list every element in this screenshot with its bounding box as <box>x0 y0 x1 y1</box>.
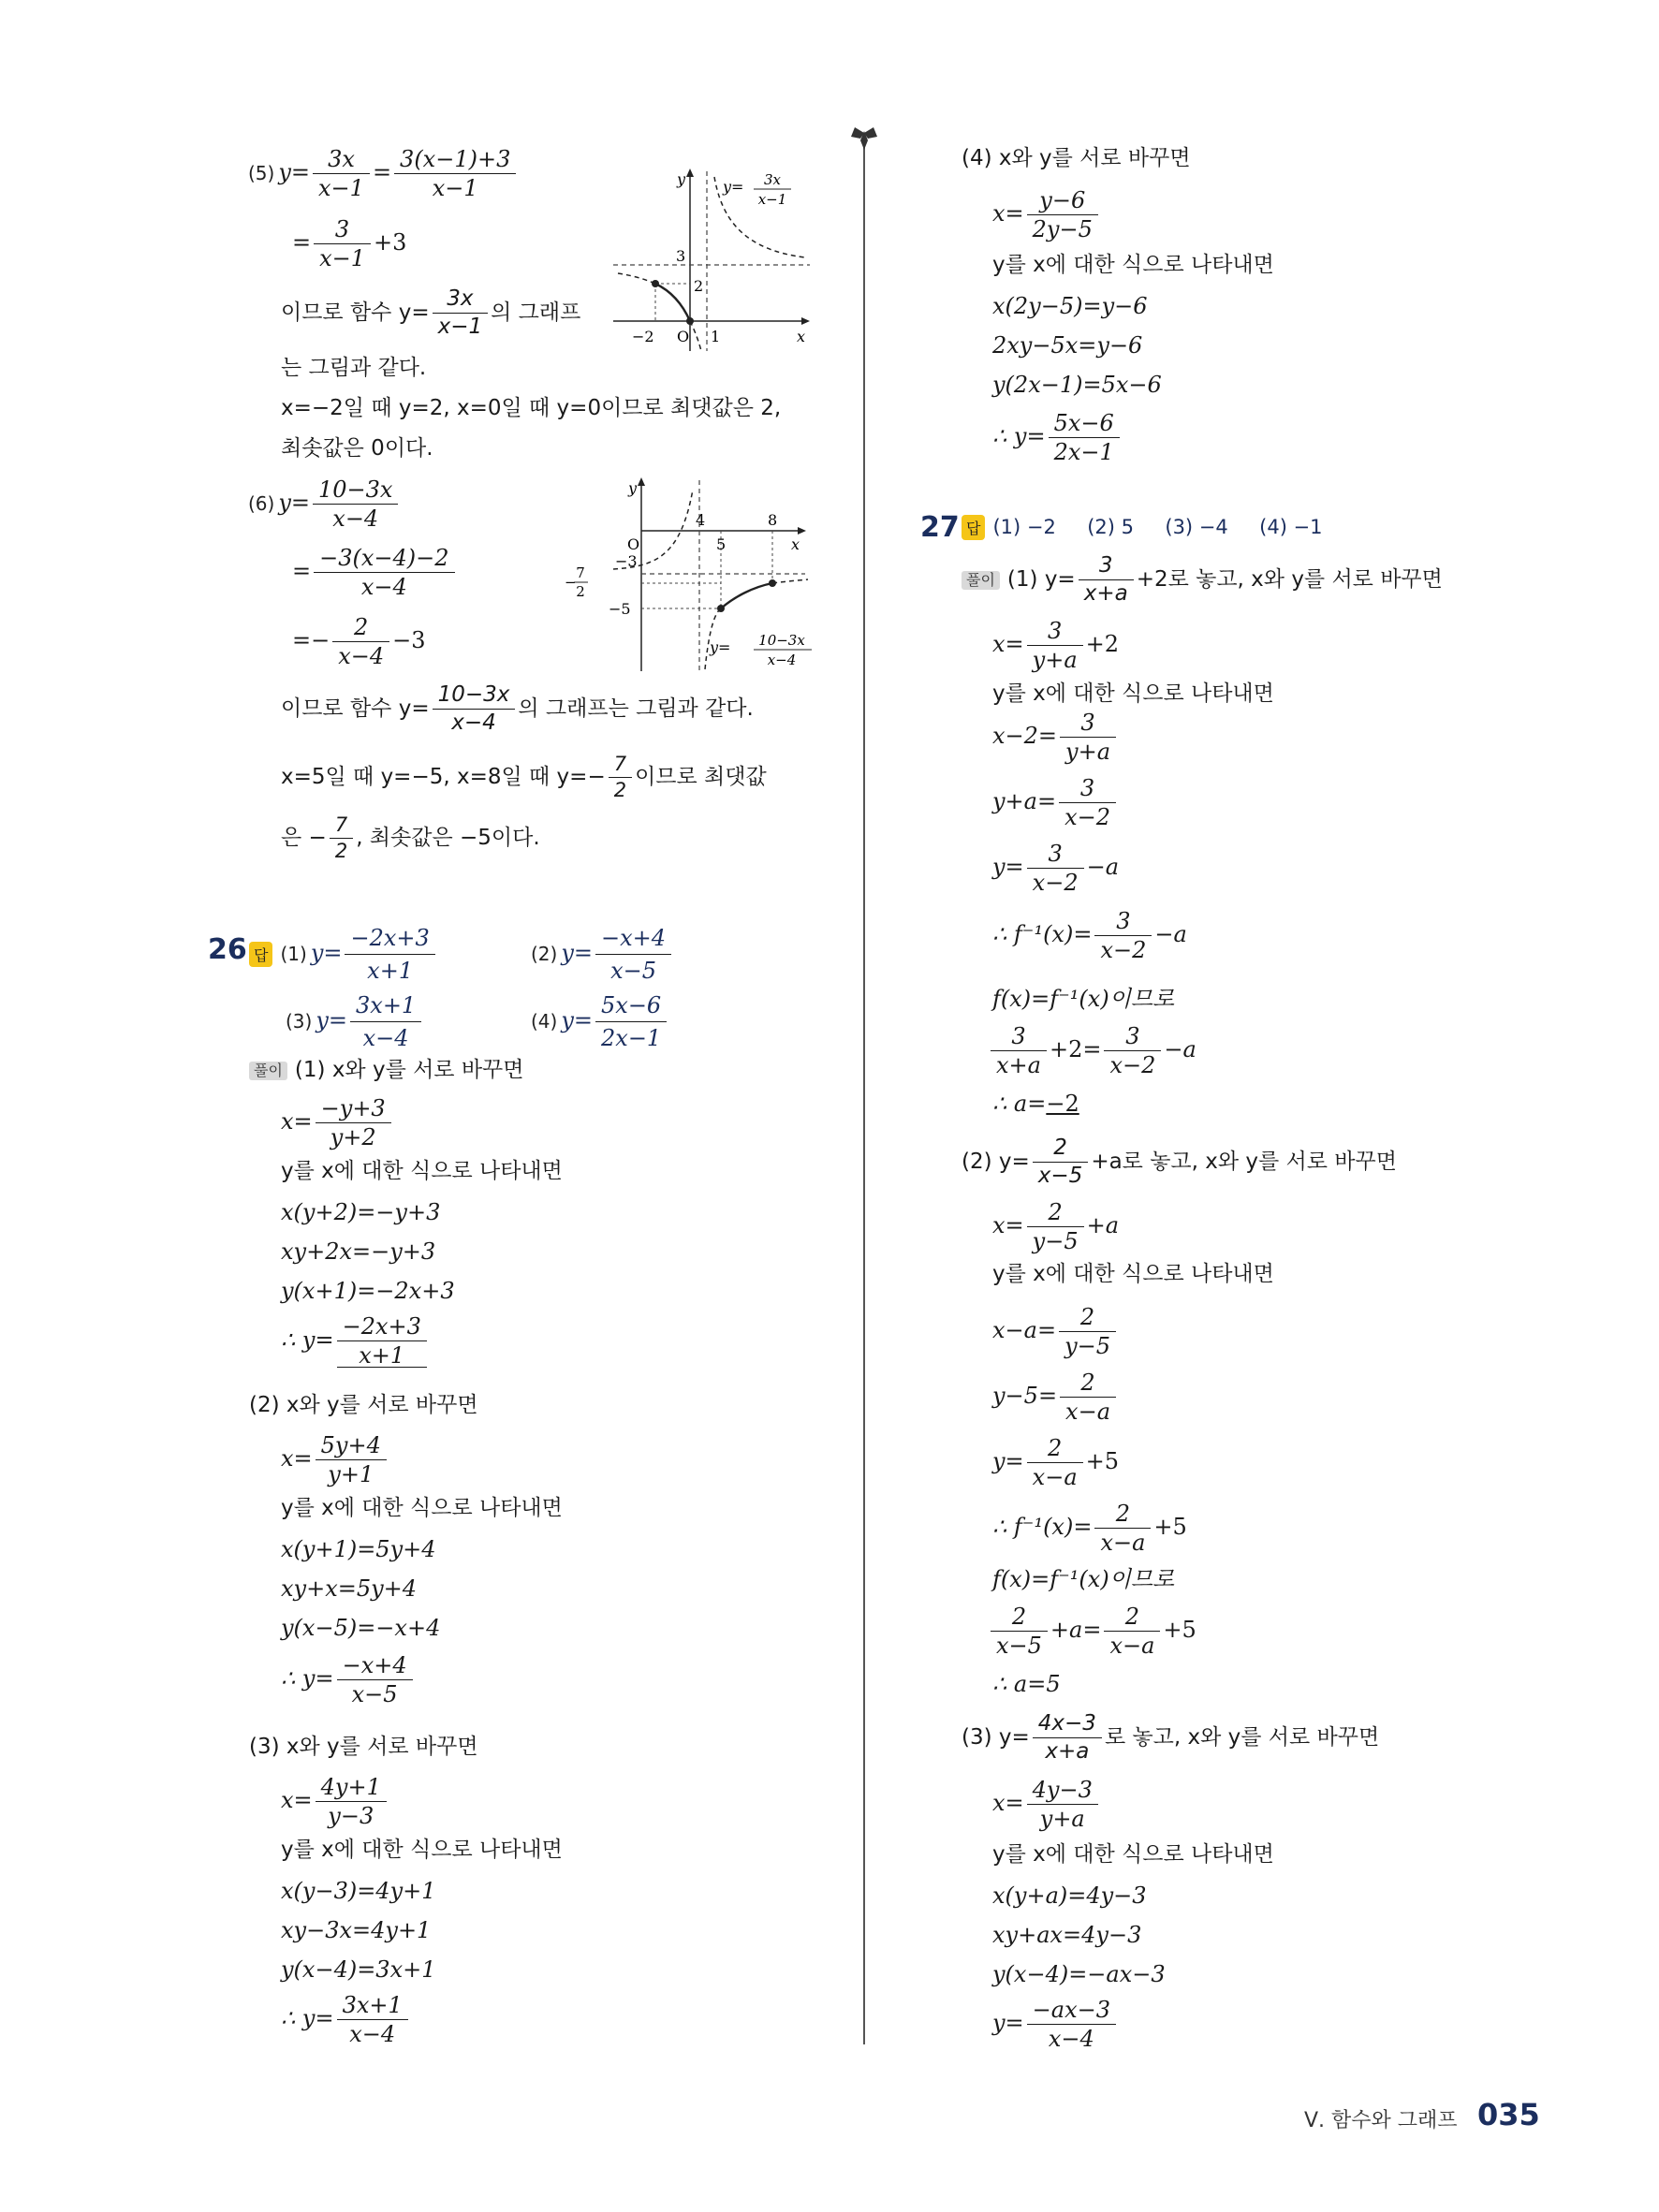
q26-s2-head: (2) x와 y를 서로 바꾸면 <box>249 1393 478 1417</box>
x-axis-arrow-icon <box>798 527 806 535</box>
p5-line3: 이므로 함수 y= $\frac{3x}{x-1}$ 의 그래프 <box>281 286 581 339</box>
fraction: $\frac{3x}{x-1}$ <box>313 148 370 199</box>
graph-p5 <box>613 164 815 356</box>
tick-label: −5 <box>609 600 631 618</box>
q26-s1-head: 풀이 (1) x와 y를 서로 바꾸면 <box>249 1060 524 1081</box>
fraction: $\frac{3}{x+a}$ <box>991 1025 1047 1077</box>
q26-s1-l3: x(y+2)=−y+3 <box>281 1199 441 1225</box>
q26-s4-l4: 2xy−5x=y−6 <box>992 332 1143 359</box>
fraction: $\frac{-2x+3}{x+1}$ <box>337 1315 427 1368</box>
q26-s1-l1: x= $\frac{-y+3}{y+2}$ <box>281 1097 394 1149</box>
problem-number-26: 26 <box>208 933 247 966</box>
q27-s2-head: (2) y= $\frac{2}{x-5}$ +a로 놓고, x와 y를 서로 바꾸면 <box>962 1135 1397 1188</box>
fraction: $\frac{3x+1}{x-4}$ <box>337 1994 408 2045</box>
fraction: $\frac{-2x+3}{x+1}$ <box>345 925 434 984</box>
q26-s4-l1: x= $\frac{y-6}{2y-5}$ <box>992 189 1101 241</box>
graph-function-label: x−1 <box>757 191 787 208</box>
q27-s1-head: 풀이 (1) y= $\frac{3}{x+a}$ +2로 놓고, x와 y를 서로 바꾸면 <box>962 555 1443 605</box>
fraction: $\frac{3}{x-2}$ <box>1094 910 1152 961</box>
fraction: $\frac{3}{x-2}$ <box>1059 777 1116 828</box>
fraction: $\frac{10-3x}{x-4}$ <box>313 478 398 530</box>
tick-label: 2 <box>694 277 704 295</box>
p5-line2: = $\frac{3}{x-1}$ +3 <box>292 216 407 271</box>
q26-s4-head: (4) x와 y를 서로 바꾸면 <box>962 146 1191 170</box>
graph-y-label: y <box>677 170 686 188</box>
q27-s1-l1: x= $\frac{3}{y+a}$ +2 <box>992 618 1120 673</box>
q27-s1-l4: y+a= $\frac{3}{x-2}$ <box>992 777 1119 828</box>
fraction: $\frac{3}{y+a}$ <box>1027 620 1083 671</box>
q27-s2-l5: y= $\frac{2}{x-a}$ +5 <box>992 1435 1120 1490</box>
q27-s2-l1: x= $\frac{2}{y-5}$ +a <box>992 1199 1120 1254</box>
q26-s2-l6: ∴ y= $\frac{-x+4}{x-5}$ <box>281 1654 416 1706</box>
q27-s3-l4: xy+ax=4y−3 <box>992 1922 1142 1948</box>
fraction: $\frac{2}{x-5}$ <box>1033 1137 1089 1187</box>
graph-y-label: y <box>628 479 638 497</box>
graph-origin-label: O <box>627 535 640 553</box>
p5-line4: 는 그림과 같다. <box>281 356 427 380</box>
q27-s1-l5: y= $\frac{3}{x-2}$ −a <box>992 841 1120 896</box>
curve-dashed-right <box>772 579 808 583</box>
tick-label: −2 <box>632 328 654 345</box>
fraction: $\frac{-x+4}{x-5}$ <box>337 1654 413 1706</box>
fraction: $\frac{3}{x+a}$ <box>1079 555 1134 605</box>
graph-p6 <box>557 473 819 674</box>
q26-s3-l3: x(y−3)=4y+1 <box>281 1878 436 1904</box>
tick-label: 1 <box>711 328 721 345</box>
q27-s2-l2: y를 x에 대한 식으로 나타내면 <box>992 1262 1274 1286</box>
q26-s3-l2: y를 x에 대한 식으로 나타내면 <box>281 1838 563 1862</box>
q26-s3-l5: y(x−4)=3x+1 <box>281 1956 436 1983</box>
fraction: $\frac{7}{2}$ <box>609 754 632 800</box>
tick-label: 3 <box>676 247 686 265</box>
q26-answer-row1b: (2) y= $\frac{-x+4}{x-5}$ <box>531 925 674 984</box>
fraction: $\frac{5x-6}{2x-1}$ <box>1049 412 1120 463</box>
graph-function-label: 3x <box>763 171 782 188</box>
q26-answer-row2b: (4) y= $\frac{5x-6}{2x-1}$ <box>531 992 669 1051</box>
fraction: $\frac{3}{y+a}$ <box>1060 711 1116 763</box>
fraction: $\frac{2}{y-5}$ <box>1059 1306 1116 1357</box>
fraction: $\frac{2}{x-a}$ <box>1104 1605 1160 1657</box>
q26-s2-l4: xy+x=5y+4 <box>281 1575 418 1602</box>
fraction: $\frac{-y+3}{y+2}$ <box>316 1097 391 1149</box>
q26-s1-l5: y(x+1)=−2x+3 <box>281 1278 455 1304</box>
q27-s1-l7: f(x)=f⁻¹(x)이므로 <box>992 986 1175 1012</box>
q27-s2-l6: ∴ f⁻¹(x)= $\frac{2}{x-a}$ +5 <box>992 1501 1187 1556</box>
q26-s4-l5: y(2x−1)=5x−6 <box>992 372 1162 398</box>
curve-solid <box>721 583 772 608</box>
graph-origin-label: O <box>677 328 690 345</box>
p5-line1: (5) y= $\frac{3x}{x-1}$ = $\frac{3(x-1)+3}{x-1}$ <box>248 148 519 199</box>
q27-s1-l8: $\frac{3}{x+a}$ +2= $\frac{3}{x-2}$ −a <box>988 1025 1197 1077</box>
fraction: $\frac{-ax-3}{x-4}$ <box>1027 1999 1116 2050</box>
fraction: $\frac{3}{x-2}$ <box>1104 1025 1161 1077</box>
fraction: $\frac{3x}{x-1}$ <box>433 288 489 338</box>
fraction: $\frac{3}{x-2}$ <box>1027 842 1084 894</box>
q27-s3-head: (3) y= $\frac{4x-3}{x+a}$ 로 놓고, x와 y를 서로 바꾸면 <box>962 1711 1380 1764</box>
q27-s2-l8: $\frac{2}{x-5}$ +a= $\frac{2}{x-a}$ +5 <box>988 1605 1197 1657</box>
q26-s2-l1: x= $\frac{5y+4}{y+1}$ <box>281 1434 389 1486</box>
q26-s1-l6: ∴ y= $\frac{-2x+3}{x+1}$ <box>281 1315 430 1368</box>
column-divider <box>863 142 865 2044</box>
curve-dashed-left <box>618 273 655 284</box>
fraction: $\frac{y-6}{2y-5}$ <box>1027 189 1098 241</box>
answer-tag: 답 <box>249 942 272 967</box>
p6-line3: =− $\frac{2}{x-4}$ −3 <box>292 614 426 669</box>
fraction: $\frac{3x+1}{x-4}$ <box>350 992 421 1051</box>
page-number: 035 <box>1477 2097 1540 2132</box>
p6-line2: = $\frac{-3(x-4)-2}{x-4}$ <box>292 547 458 598</box>
fraction: $\frac{-x+4}{x-5}$ <box>595 925 671 984</box>
tick-label: 5 <box>716 535 727 553</box>
q27-s1-l6: ∴ f⁻¹(x)= $\frac{3}{x-2}$ −a <box>992 908 1187 963</box>
tick-label: − <box>565 574 577 591</box>
q27-s2-l3: x−a= $\frac{2}{y-5}$ <box>992 1306 1119 1357</box>
q27-s3-l1: x= $\frac{4y-3}{y+a}$ <box>992 1779 1101 1830</box>
q26-s2-l3: x(y+1)=5y+4 <box>281 1536 436 1562</box>
graph-x-label: x <box>797 328 806 345</box>
q26-answer-row2: (3) y= $\frac{3x+1}{x-4}$ <box>286 992 424 1051</box>
p5-line6: 최솟값은 0이다. <box>281 436 433 461</box>
q27-s1-l3: x−2= $\frac{3}{y+a}$ <box>992 711 1119 763</box>
fraction: $\frac{2}{x-a}$ <box>1094 1502 1151 1554</box>
p6-line4: 이므로 함수 y= $\frac{10-3x}{x-4}$ 의 그래프는 그림과 같다. <box>281 682 754 735</box>
fraction: $\frac{4y+1}{y-3}$ <box>316 1776 387 1827</box>
q27-s2-l4: y−5= $\frac{2}{x-a}$ <box>992 1371 1119 1423</box>
p5-label: (5) <box>248 162 275 184</box>
p6-line6: 은 − $\frac{7}{2}$ , 최솟값은 −5이다. <box>281 813 540 862</box>
p6-label: (6) <box>248 492 275 515</box>
q26-s4-l6: ∴ y= $\frac{5x-6}{2x-1}$ <box>992 412 1123 463</box>
curve-solid <box>655 284 690 321</box>
solution-tag: 풀이 <box>249 1062 287 1080</box>
q27-s3-l5: y(x−4)=−ax−3 <box>992 1961 1166 1987</box>
q27-s3-l2: y를 x에 대한 식으로 나타내면 <box>992 1842 1274 1867</box>
divider-ornament-icon <box>847 127 881 152</box>
footer-section: Ⅴ. 함수와 그래프 <box>1304 2109 1458 2132</box>
fraction: $\frac{4y-3}{y+a}$ <box>1027 1779 1098 1830</box>
q26-s3-l1: x= $\frac{4y+1}{y-3}$ <box>281 1776 389 1827</box>
q26-s1-l2: y를 x에 대한 식으로 나타내면 <box>281 1159 563 1183</box>
fraction: $\frac{2}{x-a}$ <box>1060 1371 1116 1423</box>
q26-s1-l4: xy+2x=−y+3 <box>281 1238 436 1265</box>
q27-s1-l2: y를 x에 대한 식으로 나타내면 <box>992 681 1274 706</box>
fraction: $\frac{4x-3}{x+a}$ <box>1033 1713 1102 1763</box>
endpoint-dot <box>686 317 694 325</box>
tick-label: −3 <box>615 552 638 570</box>
fraction: $\frac{3}{x-1}$ <box>314 218 371 270</box>
endpoint-dot <box>717 605 725 612</box>
q26-s4-l2: y를 x에 대한 식으로 나타내면 <box>992 253 1274 277</box>
q27-s2-l9: ∴ a=5 <box>992 1671 1061 1697</box>
y-axis-arrow-icon <box>638 477 645 486</box>
q26-answer-row1: 답 (1) y= $\frac{-2x+3}{x+1}$ <box>249 925 438 984</box>
tick-label: 8 <box>768 511 778 529</box>
fraction: $\frac{2}{x-5}$ <box>991 1605 1048 1657</box>
q26-s2-l5: y(x−5)=−x+4 <box>281 1615 441 1641</box>
problem-number-27: 27 <box>920 511 960 544</box>
fraction: $\frac{5x-6}{2x-1}$ <box>595 992 667 1051</box>
endpoint-dot <box>769 579 776 587</box>
y-axis-arrow-icon <box>686 168 694 177</box>
fraction: $\frac{-3(x-4)-2}{x-4}$ <box>314 547 454 598</box>
p6-line1: (6) y= $\frac{10-3x}{x-4}$ <box>248 478 401 530</box>
q27-answers: 답 (1) −2 (2) 5 (3) −4 (4) −1 <box>962 513 1323 540</box>
fraction: $\frac{10-3x}{x-4}$ <box>433 684 516 734</box>
p5-line5: x=−2일 때 y=2, x=0일 때 y=0이므로 최댓값은 2, <box>281 396 782 420</box>
q27-s1-l9: ∴ a=−2 <box>992 1091 1079 1117</box>
curve-dashed-lower <box>690 321 701 351</box>
graph-x-label: x <box>791 535 800 553</box>
q26-s2-l2: y를 x에 대한 식으로 나타내면 <box>281 1496 563 1520</box>
q27-s2-l7: f(x)=f⁻¹(x)이므로 <box>992 1566 1175 1592</box>
fraction: $\frac{3(x-1)+3}{x-1}$ <box>394 148 516 199</box>
fraction: $\frac{2}{x-4}$ <box>332 616 389 667</box>
q27-s3-l3: x(y+a)=4y−3 <box>992 1882 1147 1909</box>
q27-s3-l6: y= $\frac{-ax-3}{x-4}$ <box>992 1999 1119 2050</box>
tick-label: 7 <box>576 564 585 581</box>
fraction: $\frac{5y+4}{y+1}$ <box>316 1434 387 1486</box>
graph-function-label: 10−3x <box>758 632 805 649</box>
fraction: $\frac{7}{2}$ <box>330 815 353 861</box>
p6-line5: x=5일 때 y=−5, x=8일 때 y=− $\frac{7}{2}$ 이므로 최댓값 <box>281 753 767 801</box>
tick-label: 4 <box>696 511 706 529</box>
fraction: $\frac{2}{x-a}$ <box>1027 1437 1083 1488</box>
endpoint-dot <box>652 280 659 287</box>
graph-function-label: x−4 <box>767 652 797 668</box>
answer-tag: 답 <box>962 515 985 540</box>
final-answer: −2 <box>1046 1091 1079 1117</box>
x-axis-arrow-icon <box>801 317 810 325</box>
graph-function-label: y= <box>723 178 744 196</box>
q26-s3-l6: ∴ y= $\frac{3x+1}{x-4}$ <box>281 1994 411 2045</box>
q26-s3-head: (3) x와 y를 서로 바꾸면 <box>249 1735 478 1759</box>
q26-s4-l3: x(2y−5)=y−6 <box>992 293 1148 319</box>
fraction: $\frac{2}{y-5}$ <box>1027 1201 1084 1252</box>
tick-label: 2 <box>576 583 585 600</box>
q26-s3-l4: xy−3x=4y+1 <box>281 1917 432 1943</box>
graph-function-label: y= <box>710 638 731 656</box>
solution-tag: 풀이 <box>962 571 1000 590</box>
